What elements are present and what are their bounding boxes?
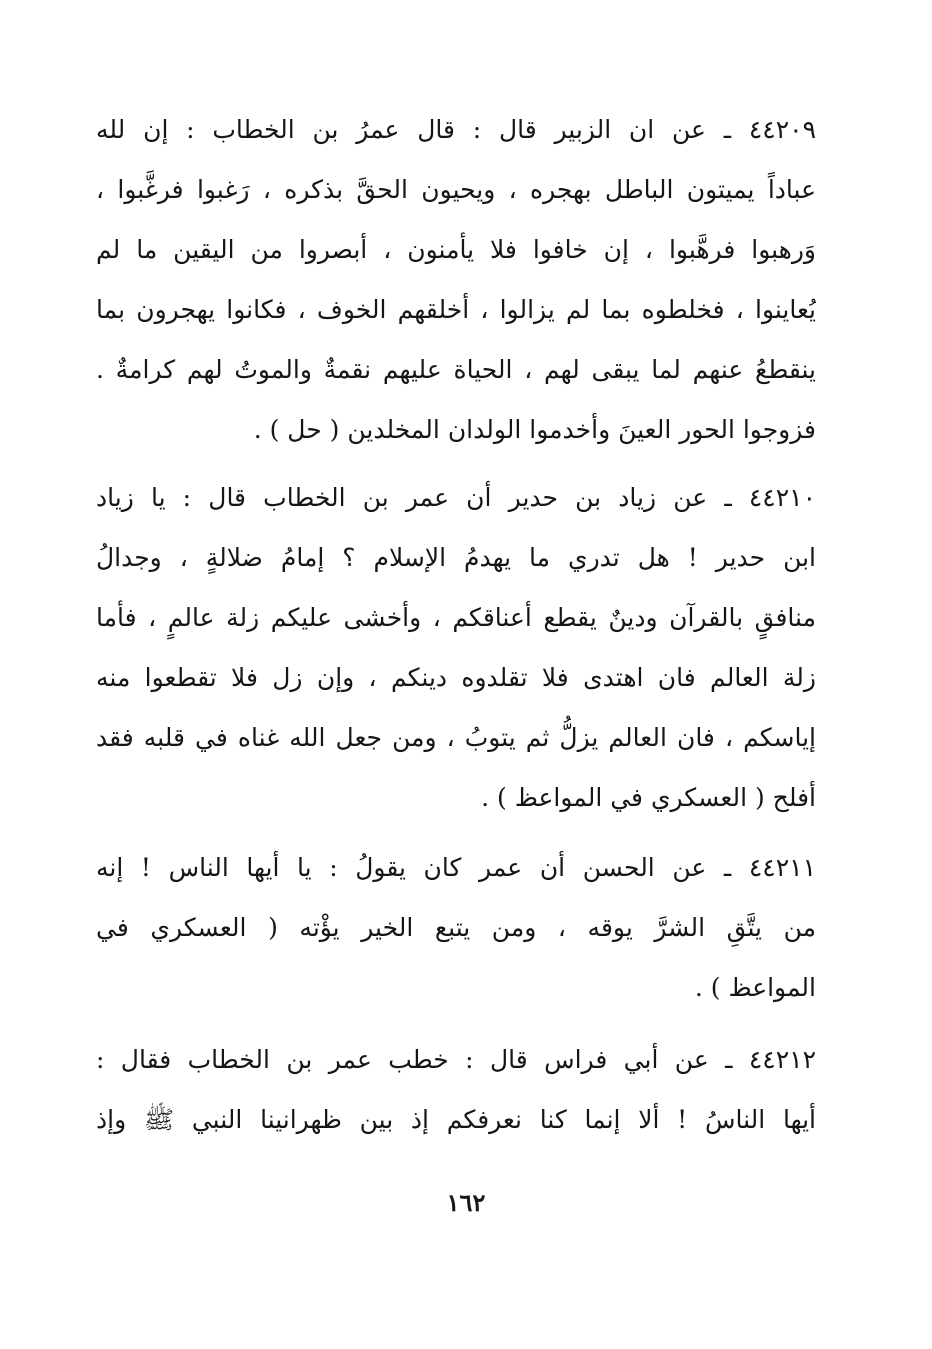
text-line: ٤٤٢٠٩ ـ عن ان الزبير قال : قال عمرُ بن الخطاب : إن لله — [96, 115, 816, 144]
hadith-entry-44209 — [96, 100, 816, 460]
page-number: ١٦٢ — [446, 1188, 486, 1217]
text-line: ابن حدير ! هل تدري ما يهدمُ الإسلام ؟ إمامُ ضلالةٍ ، وجدالُ — [96, 543, 816, 572]
text-line: فزوجوا الحور العينَ وأخدموا الولدان المخلدين ( حل ) . — [253, 415, 816, 444]
text-line: المواعظ ) . — [694, 973, 816, 1002]
text-line: إياسكم ، فان العالم يزلُّ ثم يتوبُ ، ومن جعل الله غناه في قلبه فقد — [96, 723, 816, 752]
hadith-entry-44211 — [96, 838, 816, 1018]
text-line: ٤٤٢١١ ـ عن الحسن أن عمر كان يقولُ : يا أيها الناس ! إنه — [96, 853, 816, 882]
hadith-entry-44212 — [96, 1030, 816, 1150]
text-line: يُعاينوا ، فخلطوه بما لم يزالوا ، أخلقهم الخوف ، فكانوا يهجرون بما — [96, 295, 816, 324]
text-line: منافقٍ بالقرآن ودينٌ يقطع أعناقكم ، وأخشى عليكم زلة عالمٍ ، فأما — [96, 603, 816, 632]
text-line: عباداً يميتون الباطل بهجره ، ويحيون الحقَّ بذكره ، رَغبوا فرغَّبوا ، — [96, 175, 816, 204]
text-line: زلة العالم فان اهتدى فلا تقلدوه دينكم ، وإن زل فلا تقطعوا منه — [96, 663, 816, 692]
text-line: أيها الناسُ ! ألا إنما كنا نعرفكم إذ بين ظهرانينا النبي ﷺ وإذ — [96, 1105, 816, 1134]
text-line: ٤٤٢١٠ ـ عن زياد بن حدير أن عمر بن الخطاب قال : يا زياد — [96, 483, 816, 512]
text-line: أفلح ( العسكري في المواعظ ) . — [481, 783, 816, 812]
text-line: ينقطعُ عنهم لما يبقى لهم ، الحياة عليهم نقمةٌ والموتُ لهم كرامةٌ . — [96, 355, 816, 384]
text-line: وَرهبوا فرهَّبوا ، إن خافوا فلا يأمنون ، أبصروا من اليقين ما لم — [96, 235, 816, 264]
hadith-entry-44210 — [96, 468, 816, 828]
text-line: من يتَّقِ الشرَّ يوقه ، ومن يتبع الخير يؤْته ( العسكري في — [96, 913, 816, 942]
text-line: ٤٤٢١٢ ـ عن أبي فراس قال : خطب عمر بن الخطاب فقال : — [96, 1045, 816, 1074]
